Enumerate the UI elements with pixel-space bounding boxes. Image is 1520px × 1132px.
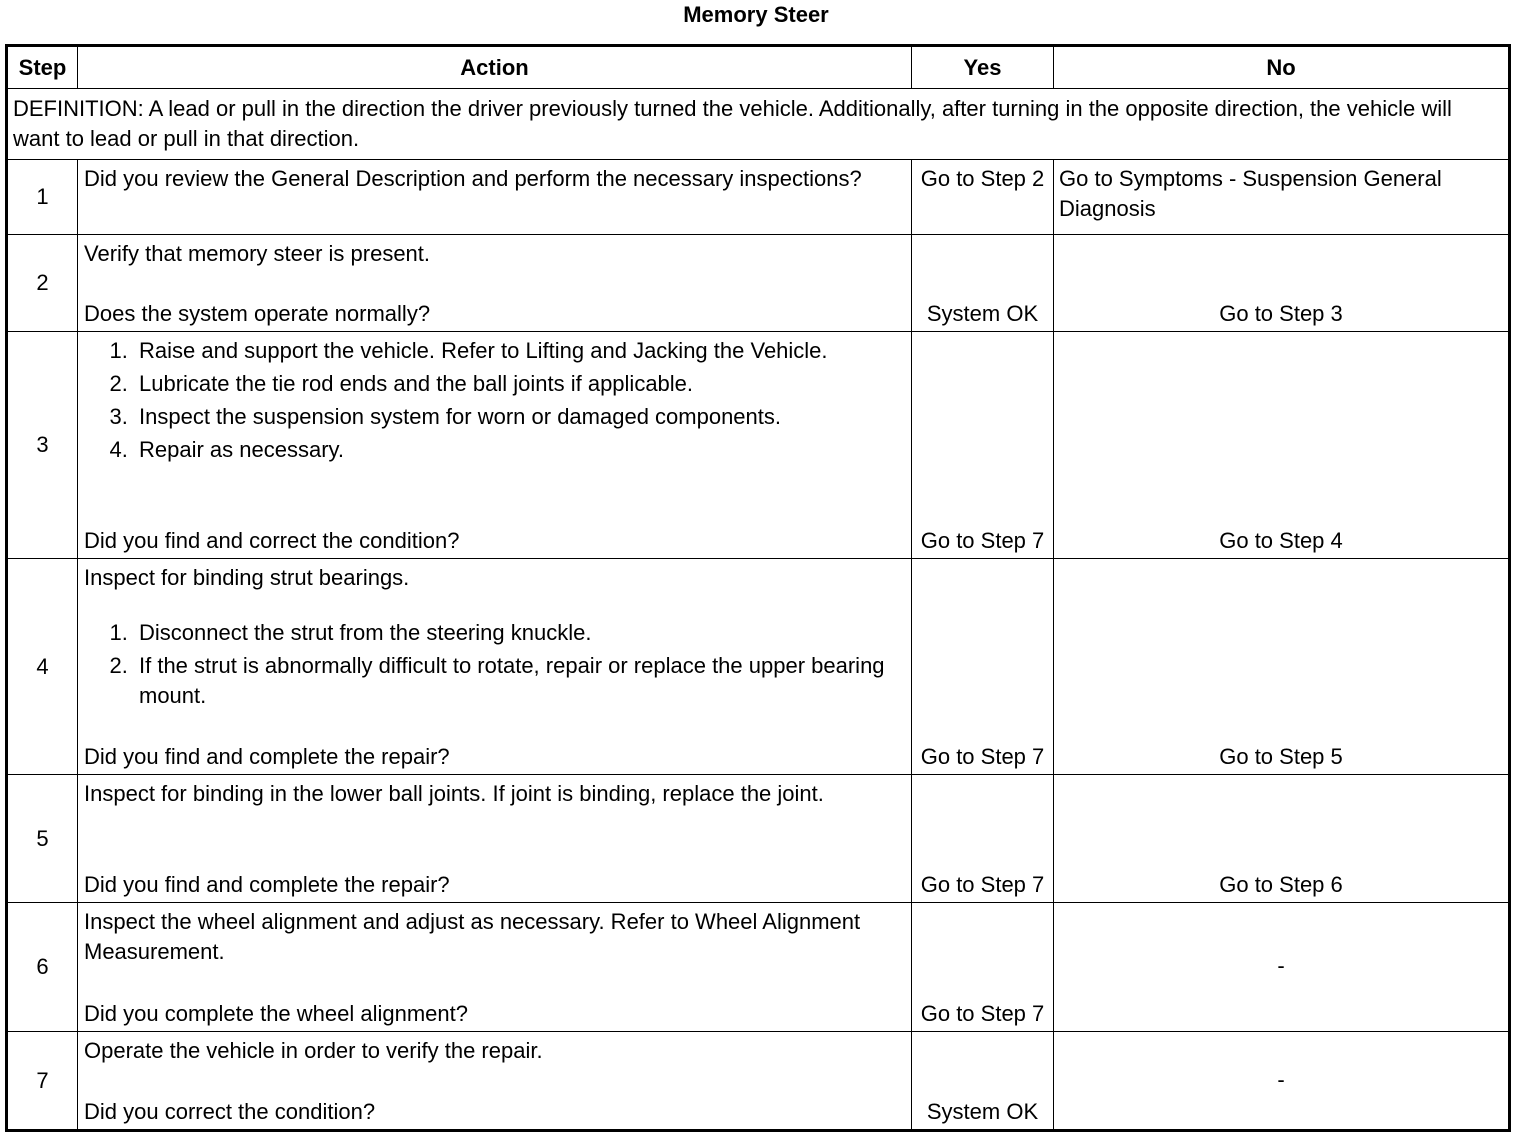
table-row [7,1032,1510,1131]
header-row [7,46,1510,89]
no-cell: Go to Step 5 [1054,559,1510,775]
action-cell [78,160,912,235]
action-cell [78,903,912,1032]
definition: DEFINITION: A lead or pull in the direction the driver previously turned the vehicle. Additionally, after turning in the opposite direction, the vehicle will want to lead or pull in that direction. [7,89,1510,160]
yes-cell: Go to Step 2 [912,160,1054,235]
action-question: Did you find and complete the repair? [84,872,450,897]
header-no: No [1054,46,1510,89]
yes-cell: Go to Step 7 [912,903,1054,1032]
list-item: 4. Repair as necessary. [134,435,905,465]
no-cell: Go to Step 6 [1054,775,1510,903]
action-text: Inspect the wheel alignment and adjust as necessary. Refer to Wheel Alignment Measurement. [84,909,861,964]
table-row [7,160,1510,235]
step-number: 7 [7,1032,78,1131]
step-number: 6 [7,903,78,1032]
no-cell: Go to Step 4 [1054,332,1510,559]
header-yes: Yes [912,46,1054,89]
no-cell: - [1054,1032,1510,1131]
yes-cell: Go to Step 7 [912,559,1054,775]
step-number: 1 [7,160,78,235]
yes-cell: System OK [912,1032,1054,1131]
action-question: Did you correct the condition? [84,1099,376,1124]
step-number: 2 [7,235,78,332]
table-row [7,235,1510,332]
action-text: Verify that memory steer is present. [84,241,431,266]
step-number: 5 [7,775,78,903]
list-item: 2. Lubricate the tie rod ends and the ball joints if applicable. [134,369,905,399]
action-cell [78,775,912,903]
no-cell: Go to Step 3 [1054,235,1510,332]
table-row [7,775,1510,903]
list-item: 2. If the strut is abnormally difficult to rotate, repair or replace the upper bearing mount. [134,651,905,711]
action-cell [78,235,912,332]
list-item: 1. Raise and support the vehicle. Refer to Lifting and Jacking the Vehicle. [134,336,905,366]
action-text: Inspect for binding strut bearings. [84,565,410,590]
table-row [7,332,1510,559]
action-question: Does the system operate normally? [84,301,431,326]
action-cell [78,559,912,775]
header-action: Action [78,46,912,89]
list-item: 1. Disconnect the strut from the steering knuckle. [134,618,905,648]
step-number: 3 [7,332,78,559]
action-text: Did you review the General Description and perform the necessary inspections? [84,166,862,191]
step-number: 4 [7,559,78,775]
yes-cell: System OK [912,235,1054,332]
action-question: Did you find and correct the condition? [84,528,460,553]
action-question: Did you complete the wheel alignment? [84,1001,469,1026]
action-cell [78,1032,912,1131]
no-cell: Go to Symptoms - Suspension General Diagnosis [1054,160,1510,235]
no-cell: - [1054,903,1510,1032]
action-text: Operate the vehicle in order to verify the repair. [84,1038,543,1063]
list-item: 3. Inspect the suspension system for worn or damaged components. [134,402,905,432]
action-question: Did you find and complete the repair? [84,744,450,769]
yes-cell: Go to Step 7 [912,775,1054,903]
action-cell [78,332,912,559]
table-row [7,559,1510,775]
diagnostic-table [5,44,1511,1132]
page-title: Memory Steer [683,2,829,27]
action-list [84,336,905,468]
header-step: Step [7,46,78,89]
action-list [84,618,905,714]
yes-cell: Go to Step 7 [912,332,1054,559]
definition-row [7,89,1510,160]
table-row [7,903,1510,1032]
action-text: Inspect for binding in the lower ball joints. If joint is binding, replace the joint. [84,781,824,806]
